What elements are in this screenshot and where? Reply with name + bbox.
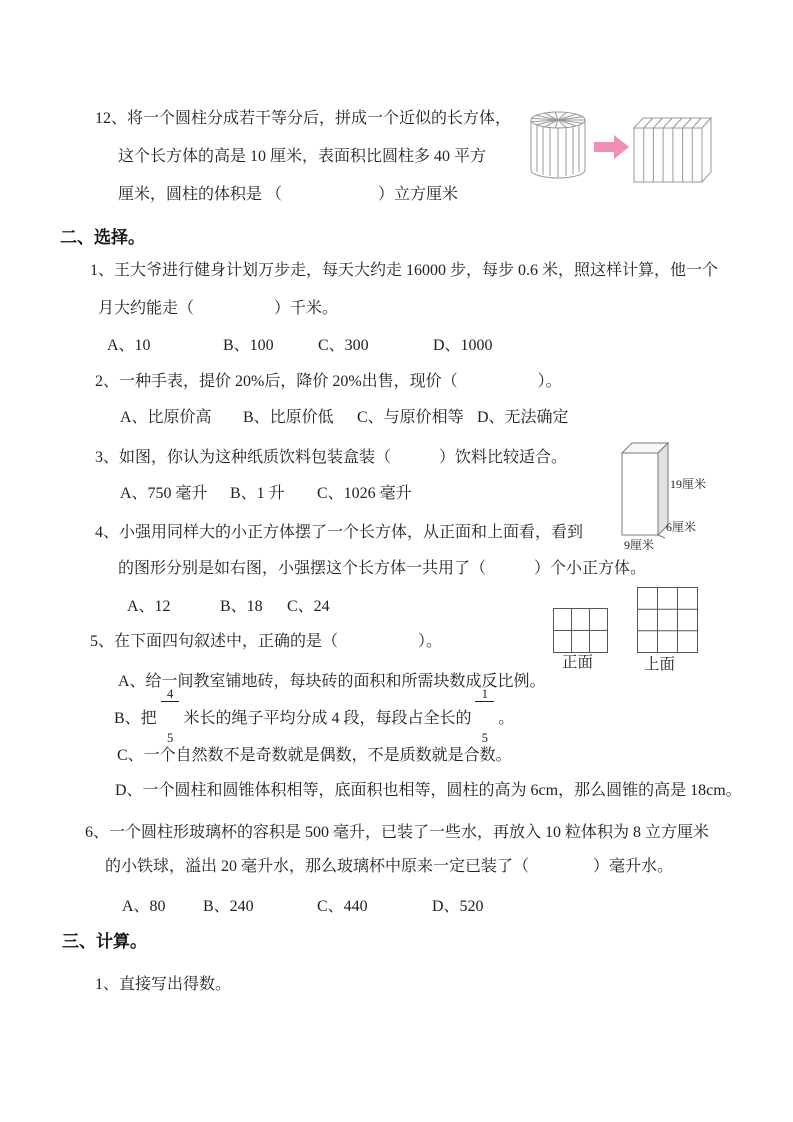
q2-text: 2、一种手表，提价 20%后，降价 20%出售，现价（ ）。 <box>95 373 562 390</box>
q5-option-d: D、一个圆柱和圆锥体积相等，底面积也相等，圆柱的高为 6cm，那么圆锥的高是 18cm。 <box>115 782 742 799</box>
q6-option-c: C、440 <box>317 898 368 915</box>
q1-option-b: B、100 <box>223 337 274 354</box>
q12-line-1: 12、将一个圆柱分成若干等分后，拼成一个近似的长方体， <box>95 110 512 127</box>
q1-option-d: D、1000 <box>433 337 493 354</box>
q1-line-2: 月大约能走（ ）千米。 <box>98 300 339 317</box>
q1-option-a: A、10 <box>107 337 151 354</box>
cylinder-to-prism-figure <box>528 106 713 188</box>
box-depth-label: 6厘米 <box>666 520 697 534</box>
q2-option-d: D、无法确定 <box>477 409 569 426</box>
q4-option-b: B、18 <box>220 598 263 615</box>
q2-option-b: B、比原价低 <box>243 409 334 426</box>
top-view-label: 上面 <box>644 656 676 673</box>
front-view-grid <box>553 608 609 654</box>
q6-option-d: D、520 <box>432 898 484 915</box>
q3-text: 3、如图，你认为这种纸质饮料包装盒装（ ）饮料比较适合。 <box>95 449 568 466</box>
q6-line-2: 的小铁球，溢出 20 毫升水，那么玻璃杯中原来一定已装了（ ）毫升水。 <box>105 858 674 875</box>
q2-option-a: A、比原价高 <box>120 409 212 426</box>
q3-option-a: A、750 毫升 <box>120 485 208 502</box>
cylinder-body-stripes <box>537 125 579 178</box>
section-calc-title: 三、计算。 <box>62 932 147 951</box>
q5-option-a: A、给一间教室铺地砖，每块砖的面积和所需块数成反比例。 <box>118 673 546 690</box>
q4-option-c: C、24 <box>287 598 330 615</box>
q6-option-a: A、80 <box>122 898 166 915</box>
arrow-right-icon <box>594 135 629 159</box>
q4-line-1: 4、小强用同样大的小正方体摆了一个长方体，从正面和上面看，看到 <box>95 524 584 541</box>
q5-option-b <box>114 686 515 745</box>
q5-option-b-prefix: B、把 <box>114 709 157 727</box>
q5-option-b-suffix: 。 <box>498 709 515 727</box>
q1-option-c: C、300 <box>318 337 369 354</box>
q5-text: 5、在下面四句叙述中，正确的是（ ）。 <box>90 633 443 650</box>
q2-option-c: C、与原价相等 <box>357 409 464 426</box>
top-view-grid <box>637 587 699 654</box>
fraction-four-fifths: $\frac{4}{5}$ <box>161 658 180 774</box>
q1-line-1: 1、王大爷进行健身计划万步走，每天大约走 16000 步，每步 0.6 米，照这样计算，他一个 <box>90 262 719 279</box>
prism-shape <box>634 118 711 182</box>
q3-option-b: B、1 升 <box>230 485 285 502</box>
q4-option-a: A、12 <box>127 598 171 615</box>
box-height-label: 19厘米 <box>670 477 707 491</box>
box-width-label: 9厘米 <box>624 538 655 552</box>
q3-option-c: C、1026 毫升 <box>317 485 412 502</box>
q5-option-b-mid: 米长的绳子平均分成 4 段，每段占全长的 <box>183 709 472 727</box>
fraction-one-fifth: $\frac{1}{5}$ <box>475 658 494 774</box>
section-choice-title: 二、选择。 <box>60 228 145 247</box>
q4-line-2: 的图形分别是如右图，小强摆这个长方体一共用了（ ）个小正方体。 <box>118 560 647 577</box>
calc-q1-text: 1、直接写出得数。 <box>95 976 232 993</box>
q12-line-3: 厘米，圆柱的体积是 （ ）立方厘米 <box>118 186 459 203</box>
q5-option-c: C、一个自然数不是奇数就是偶数，不是质数就是合数。 <box>117 747 512 764</box>
q6-option-b: B、240 <box>203 898 254 915</box>
front-view-label: 正面 <box>562 654 594 671</box>
q6-line-1: 6、一个圆柱形玻璃杯的容积是 500 毫升，已装了一些水，再放入 10 粒体积为 8 立方厘米 <box>85 824 710 841</box>
q12-line-2: 这个长方体的高是 10 厘米，表面积比圆柱多 40 平方 <box>118 148 487 165</box>
cylinder-to-prism-svg <box>528 106 713 188</box>
